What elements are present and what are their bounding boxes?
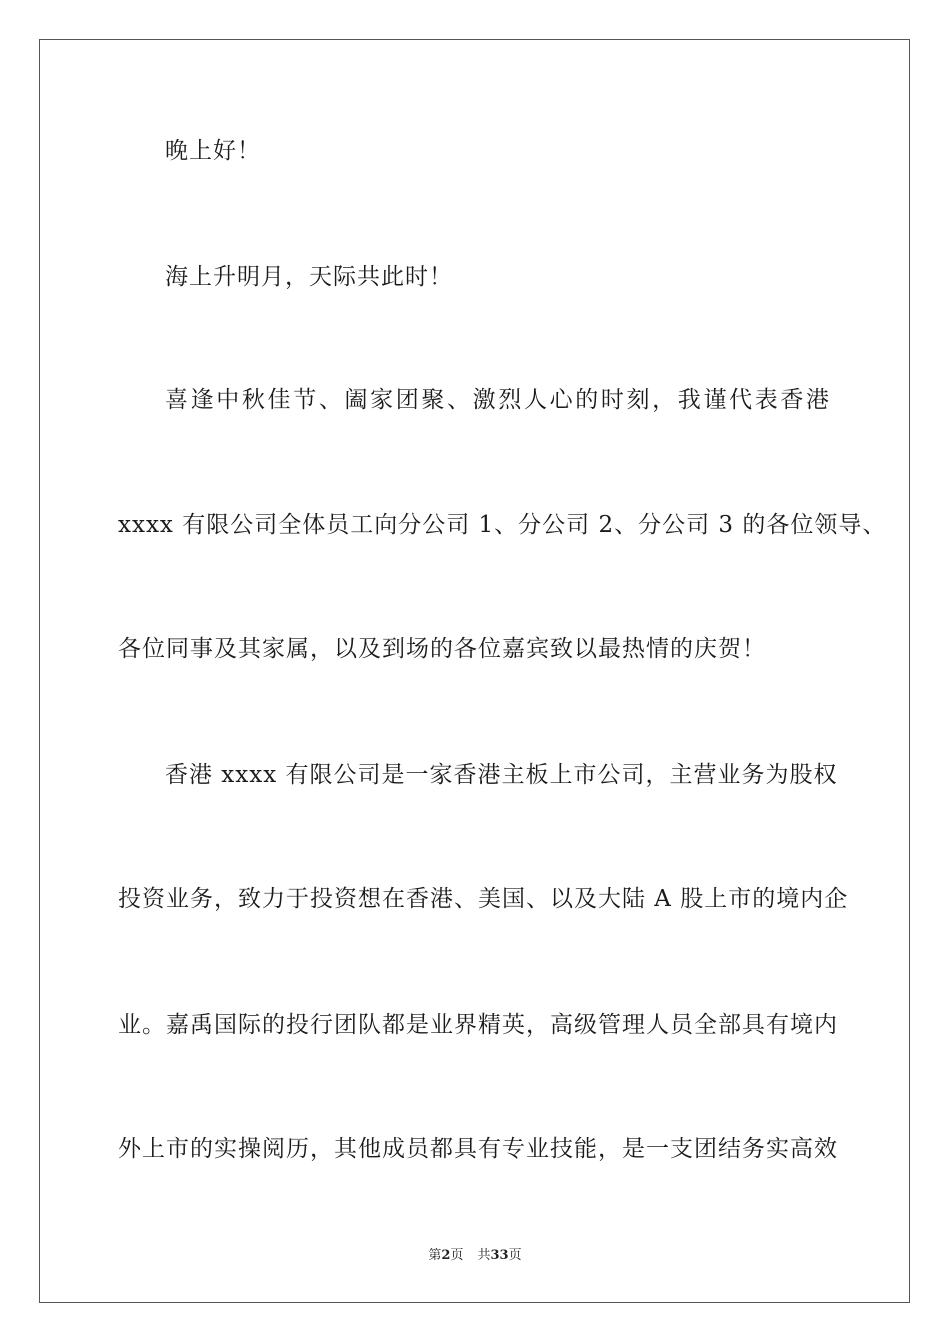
- page-footer: [0, 1247, 950, 1265]
- footer-page-mid: 页: [450, 1248, 464, 1263]
- footer-page-prefix: 第: [428, 1248, 442, 1263]
- paragraph-line: 喜逢中秋佳节、阖家团聚、激烈人心的时刻，我谨代表香港: [165, 387, 830, 413]
- paragraph-line: 投资业务，致力于投资想在香港、美国、以及大陆 A 股上市的境内企: [118, 886, 849, 912]
- footer-total-prefix: 共: [477, 1248, 491, 1263]
- paragraph-poem: 海上升明月，天际共此时！: [165, 264, 453, 290]
- paragraph-line: xxxx 有限公司全体员工向分公司 1、分公司 2、分公司 3 的各位领导、: [118, 512, 887, 538]
- paragraph-line: 业。嘉禹国际的投行团队都是业界精英，高级管理人员全部具有境内: [118, 1012, 838, 1038]
- paragraph-greeting: 晚上好！: [165, 138, 261, 164]
- page-border: [39, 39, 910, 1303]
- footer-page-current: 2: [441, 1248, 451, 1263]
- paragraph-line: 外上市的实操阅历，其他成员都具有专业技能，是一支团结务实高效: [118, 1136, 838, 1162]
- footer-total-suffix: 页: [508, 1248, 522, 1263]
- footer-page-total: 33: [490, 1248, 509, 1263]
- paragraph-line: 香港 xxxx 有限公司是一家香港主板上市公司，主营业务为股权: [165, 762, 838, 788]
- paragraph-line: 各位同事及其家属，以及到场的各位嘉宾致以最热情的庆贺！: [118, 636, 766, 662]
